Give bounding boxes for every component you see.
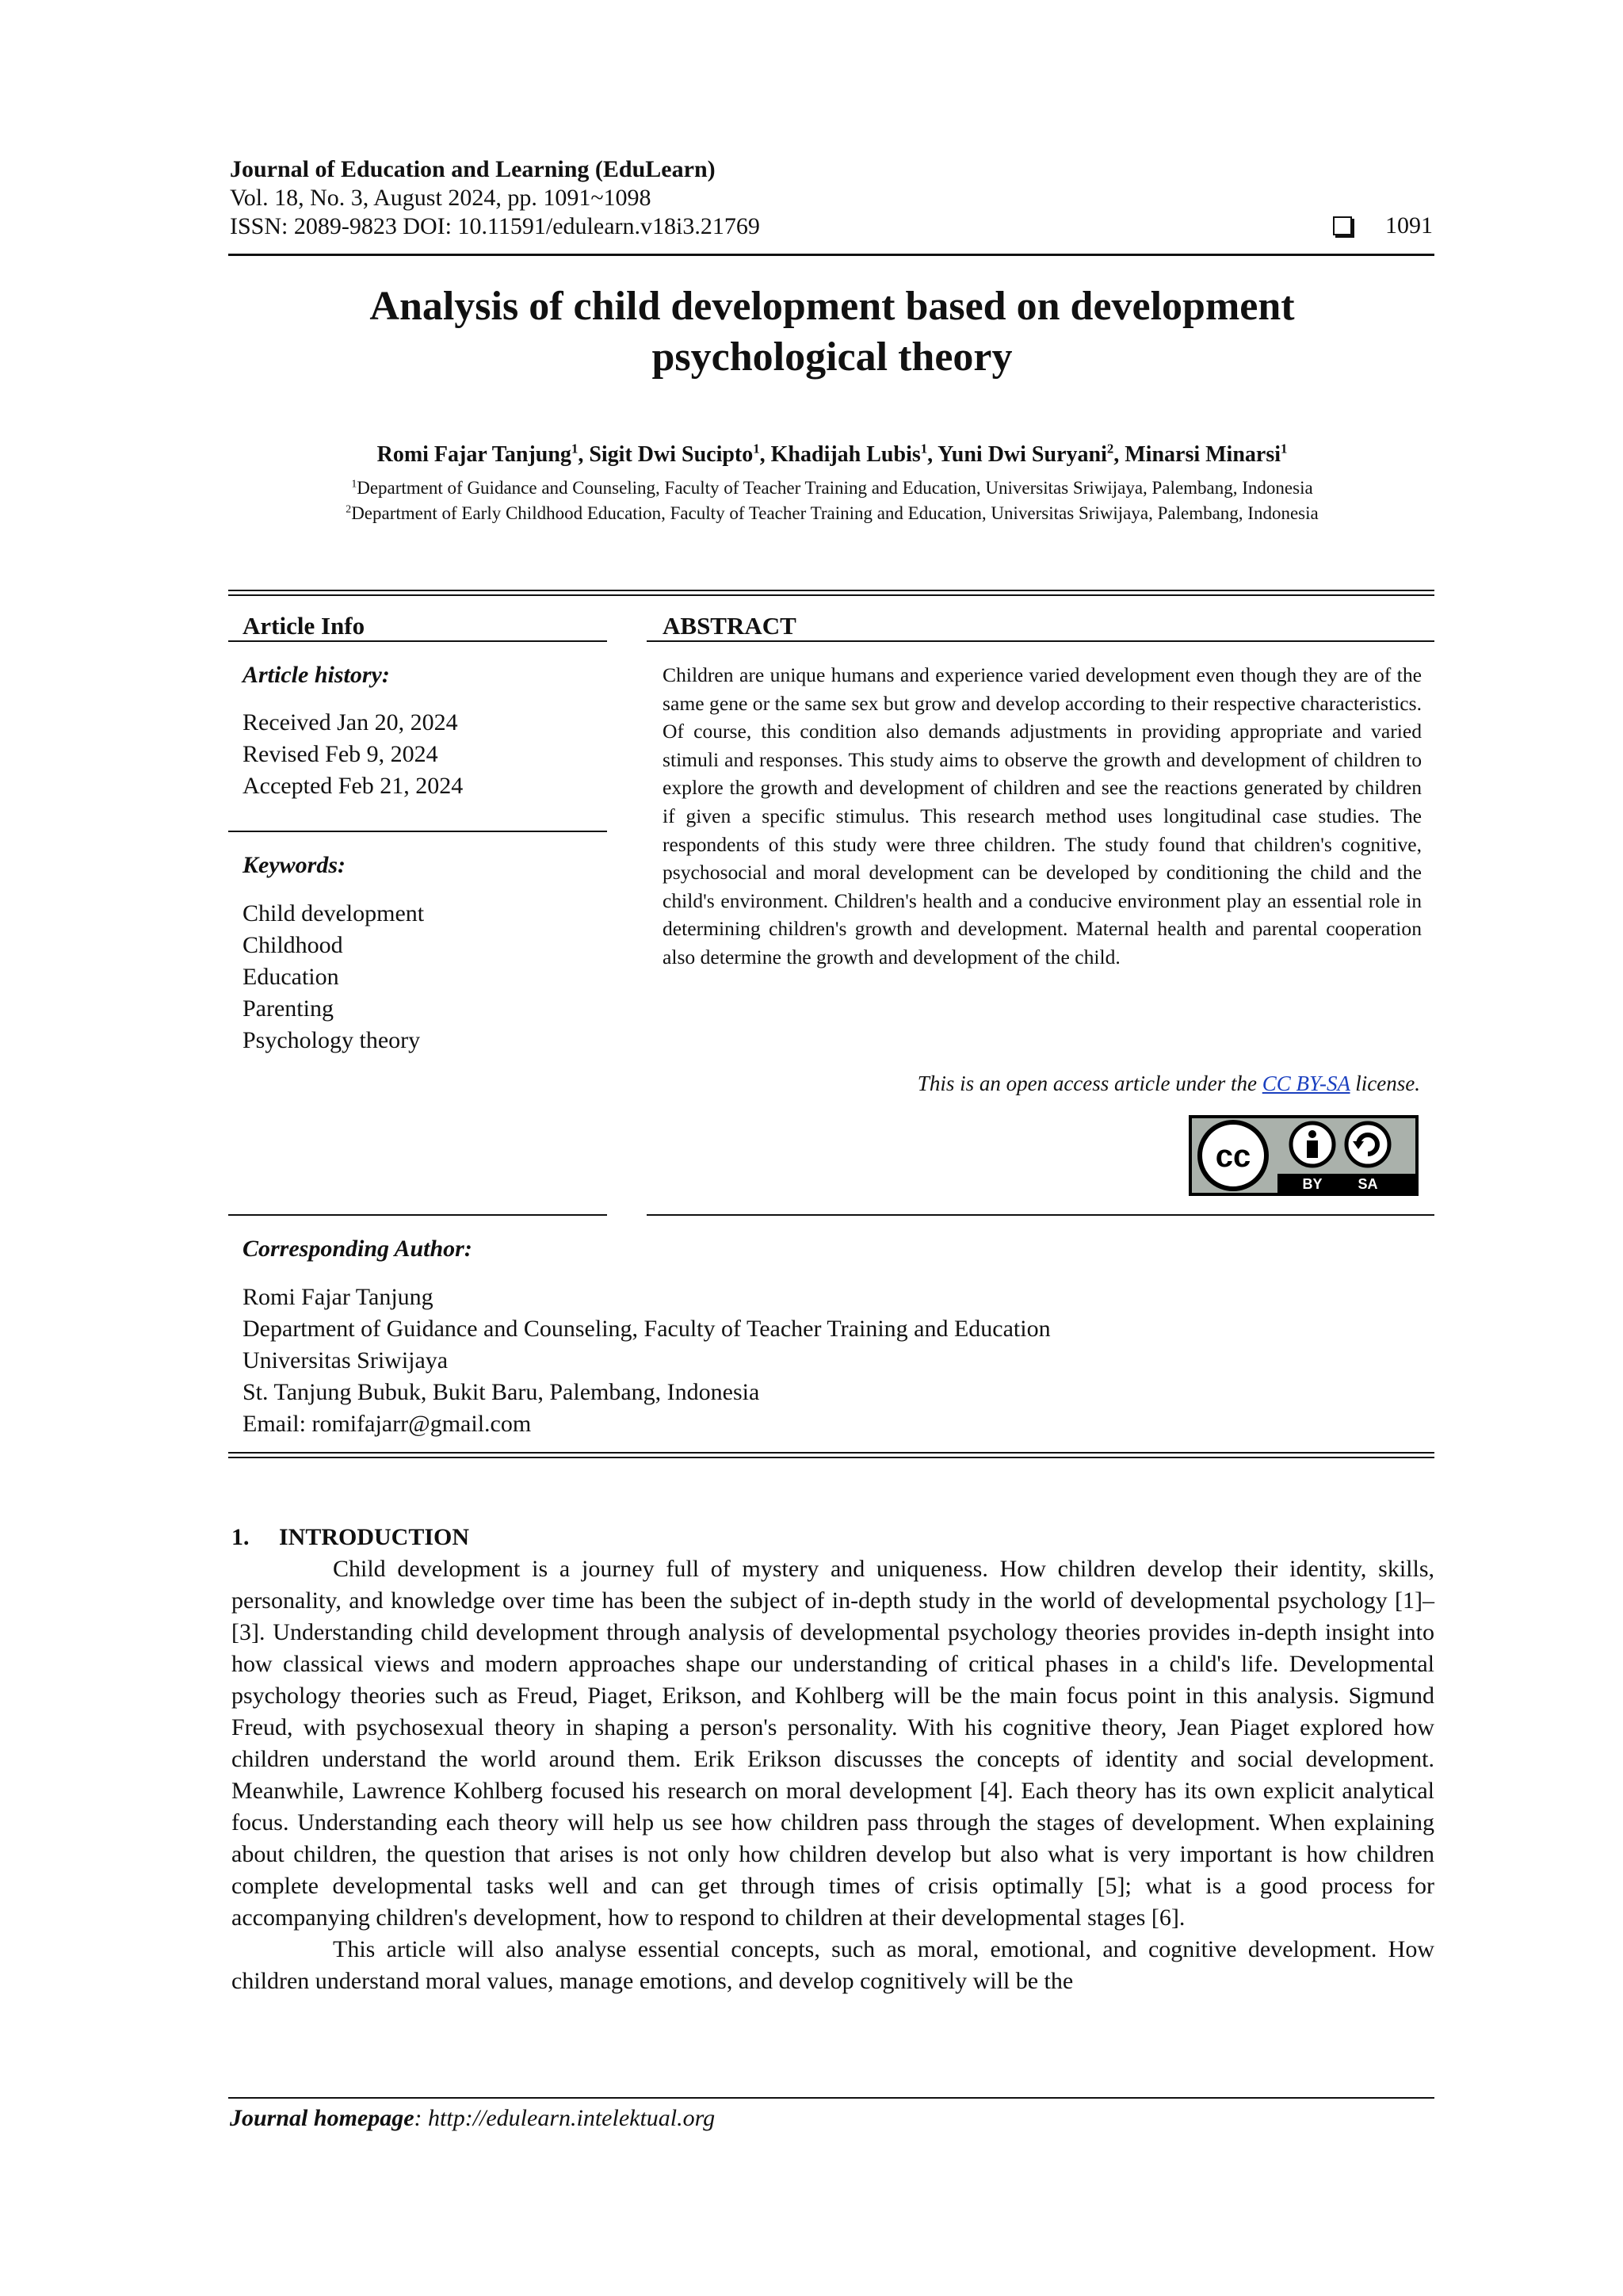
journal-name: Journal of Education and Learning (EduLearn)	[230, 156, 716, 182]
cc-by-sa-link[interactable]: CC BY-SA	[1262, 1072, 1350, 1095]
corresponding-line: Romi Fajar Tanjung	[242, 1284, 433, 1310]
column-rule	[647, 640, 1434, 642]
badge-label-strip	[1277, 1174, 1415, 1193]
keyword-list	[242, 898, 424, 1056]
cc-by-sa-badge-graphic	[1189, 1115, 1419, 1196]
column-rule	[228, 1214, 607, 1216]
introduction-paragraph: This article will also analyse essential concepts, such as moral, emotional, and cognitive development. How children understand moral values, manage emotions, and develop cognitively will be the	[231, 1936, 1434, 1994]
history-item: Accepted Feb 21, 2024	[242, 773, 464, 799]
affiliation: $^2$Department of Early Childhood Education, Faculty of Teacher Training and Education, Universitas Sriwijaya, Palembang, Indonesia	[346, 502, 1319, 523]
paper-title	[230, 281, 1434, 383]
author: Khadijah Lubis$^1$	[770, 441, 928, 467]
corresponding-author-label: Corresponding Author:	[242, 1236, 472, 1262]
keyword: Childhood	[242, 932, 343, 958]
running-header	[230, 155, 760, 241]
infobox-bottom-rule	[228, 1457, 1434, 1458]
journal-homepage: Journal homepage: http://edulearn.intelektual.org	[230, 2105, 716, 2131]
infobox-top-rule	[228, 590, 1434, 591]
by-label: BY	[1302, 1176, 1323, 1192]
license-line: This is an open access article under the CC BY-SA license.	[917, 1072, 1420, 1095]
infobox-top-rule	[228, 594, 1434, 596]
author: Sigit Dwi Sucipto$^1$	[589, 441, 760, 467]
page-number: 1091	[1385, 212, 1433, 239]
author: Yuni Dwi Suryani$^2$	[938, 441, 1114, 467]
sa-label: SA	[1358, 1176, 1378, 1192]
cc-by-sa-badge[interactable]	[1189, 1115, 1419, 1196]
history-item: Revised Feb 9, 2024	[242, 741, 438, 767]
article-history	[242, 707, 463, 802]
keyword: Psychology theory	[242, 1027, 421, 1053]
cc-icon-text: cc	[1215, 1139, 1251, 1174]
corresponding-line: Department of Guidance and Counseling, Faculty of Teacher Training and Education	[242, 1316, 1051, 1342]
corresponding-author-details	[242, 1282, 1051, 1440]
page-number-box	[1333, 212, 1433, 239]
column-rule	[647, 1214, 1434, 1216]
journal-issn-doi: ISSN: 2089-9823 DOI: 10.11591/edulearn.v18i3.21769	[230, 213, 760, 239]
introduction-section	[231, 1522, 1434, 1997]
header-rule	[228, 254, 1434, 256]
introduction-heading: 1. INTRODUCTION	[231, 1524, 470, 1550]
abstract-text: Children are unique humans and experience varied development even though they are of the same gene or the same sex but grow and develop according to their respective characteristics. Of course, this condition also demands adjustments in providing appropriate and varied stimuli and responses. This study aims to observe the growth and development of children to explore the growth and development of children and see the reactions generated by children if given a specific stimulus. This research method uses longitudinal case studies. The respondents of this study were three children. The study found that children's cognitive, psychosocial and moral development can be developed by conditioning the child and the child's environment. Children's health and a conducive environment play an essential role in determining children's growth and development. Maternal health and parental cooperation also determine the growth and development of the child.	[663, 663, 1422, 968]
square-icon	[1333, 216, 1352, 235]
introduction-paragraph: Child development is a journey full of mystery and uniqueness. How children develop their identity, skills, personality, and knowledge over time has been the subject of in-depth study in the world of developmental psychology [1]–[3]. Understanding child development through analysis of developmental psychology theories provides in-depth insight into how classical views and modern approaches shape our understanding of critical phases in a child's life. Developmental psychology theories such as Freud, Piaget, Erikson, and Kohlberg will be the main focus point in this analysis. Sigmund Freud, with psychosexual theory in shaping a person's personality. With his cognitive theory, Jean Piaget explored how children understand the world around them. Erik Erikson discusses the concepts of identity and social development. Meanwhile, Lawrence Kohlberg focused his research on moral development [4]. Each theory has its own explicit analytical focus. Understanding each theory will help us see how children pass through the stages of development. When explaining about children, the question that arises is not only how children develop but also what is very important is how children complete developmental tasks well and can get through times of crisis optimally [5]; what is a good process for accompanying children's development, how to respond to children at their developmental stages [6].	[231, 1556, 1434, 1931]
keyword: Parenting	[242, 995, 334, 1022]
by-icon	[1291, 1123, 1334, 1166]
abstract-heading: ABSTRACT	[663, 612, 796, 640]
corresponding-line: Universitas Sriwijaya	[242, 1347, 449, 1373]
keyword: Education	[242, 964, 339, 990]
corresponding-line: St. Tanjung Bubuk, Bukit Baru, Palembang, Indonesia	[242, 1379, 760, 1405]
article-history-label: Article history:	[242, 662, 390, 688]
article-info-heading: Article Info	[242, 612, 365, 640]
keywords-label: Keywords:	[242, 852, 346, 878]
column-rule	[228, 831, 607, 832]
author-list: Romi Fajar Tanjung$^1$, Sigit Dwi Sucipto$^1$, Khadijah Lubis$^1$, Yuni Dwi Suryani$^2$, Minarsi Minarsi$^1$	[376, 441, 1288, 467]
journal-volume: Vol. 18, No. 3, August 2024, pp. 1091~1098	[230, 185, 651, 211]
infobox-bottom-rule	[228, 1452, 1434, 1454]
author: Romi Fajar Tanjung$^1$	[376, 441, 579, 467]
title-line-2: psychological theory	[651, 334, 1013, 380]
corresponding-email: Email: romifajarr@gmail.com	[242, 1411, 532, 1437]
journal-homepage-url[interactable]: http://edulearn.intelektual.org	[428, 2105, 716, 2131]
keyword: Child development	[242, 900, 425, 926]
sa-icon	[1346, 1123, 1389, 1166]
title-line-1: Analysis of child development based on development	[369, 284, 1295, 329]
affiliation: $^1$Department of Guidance and Counseling, Faculty of Teacher Training and Education, Universitas Sriwijaya, Palembang, Indonesia	[351, 477, 1313, 498]
column-rule	[228, 640, 607, 642]
history-item: Received Jan 20, 2024	[242, 709, 458, 735]
author: Minarsi Minarsi$^1$	[1125, 441, 1288, 467]
footer-rule	[228, 2097, 1434, 2099]
